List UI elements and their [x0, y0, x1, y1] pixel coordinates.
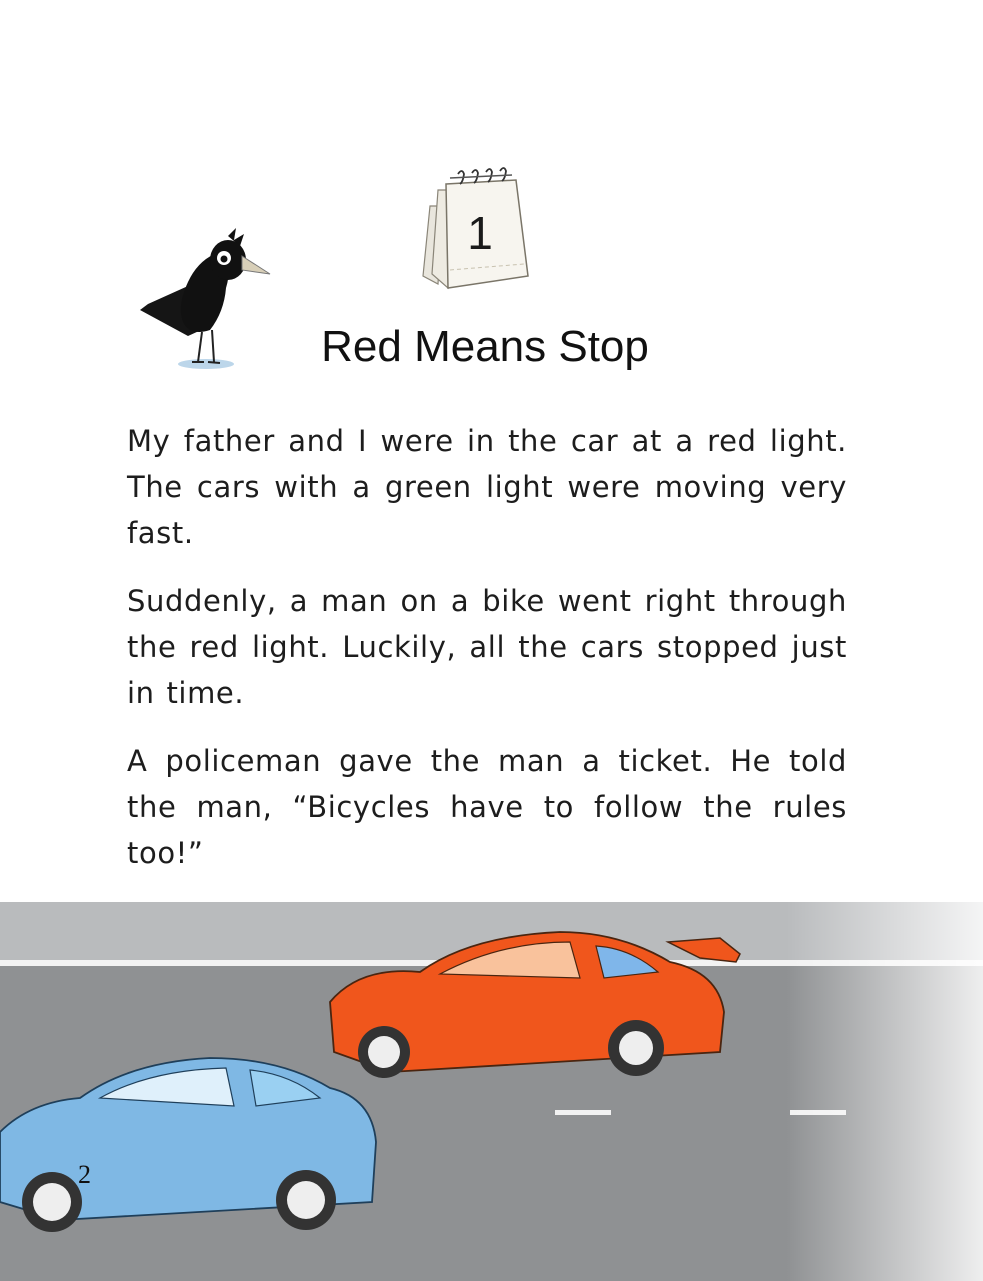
chapter-title: Red Means Stop [321, 322, 649, 371]
page-number: 2 [78, 1160, 91, 1189]
story-text [127, 418, 847, 966]
crow-icon [128, 226, 278, 376]
chapter-number: 1 [467, 207, 493, 259]
road-illustration [0, 902, 983, 1281]
paragraph: A policeman gave the man a ticket. He told the man, “Bicycles have to follow the rules too!” [127, 744, 847, 870]
calendar-icon [420, 166, 535, 294]
paragraph: My father and I were in the car at a red light. The cars with a green light were moving very fast. [127, 424, 847, 550]
paragraph: Suddenly, a man on a bike went right through the red light. Luckily, all the cars stopped just in time. [127, 584, 847, 710]
